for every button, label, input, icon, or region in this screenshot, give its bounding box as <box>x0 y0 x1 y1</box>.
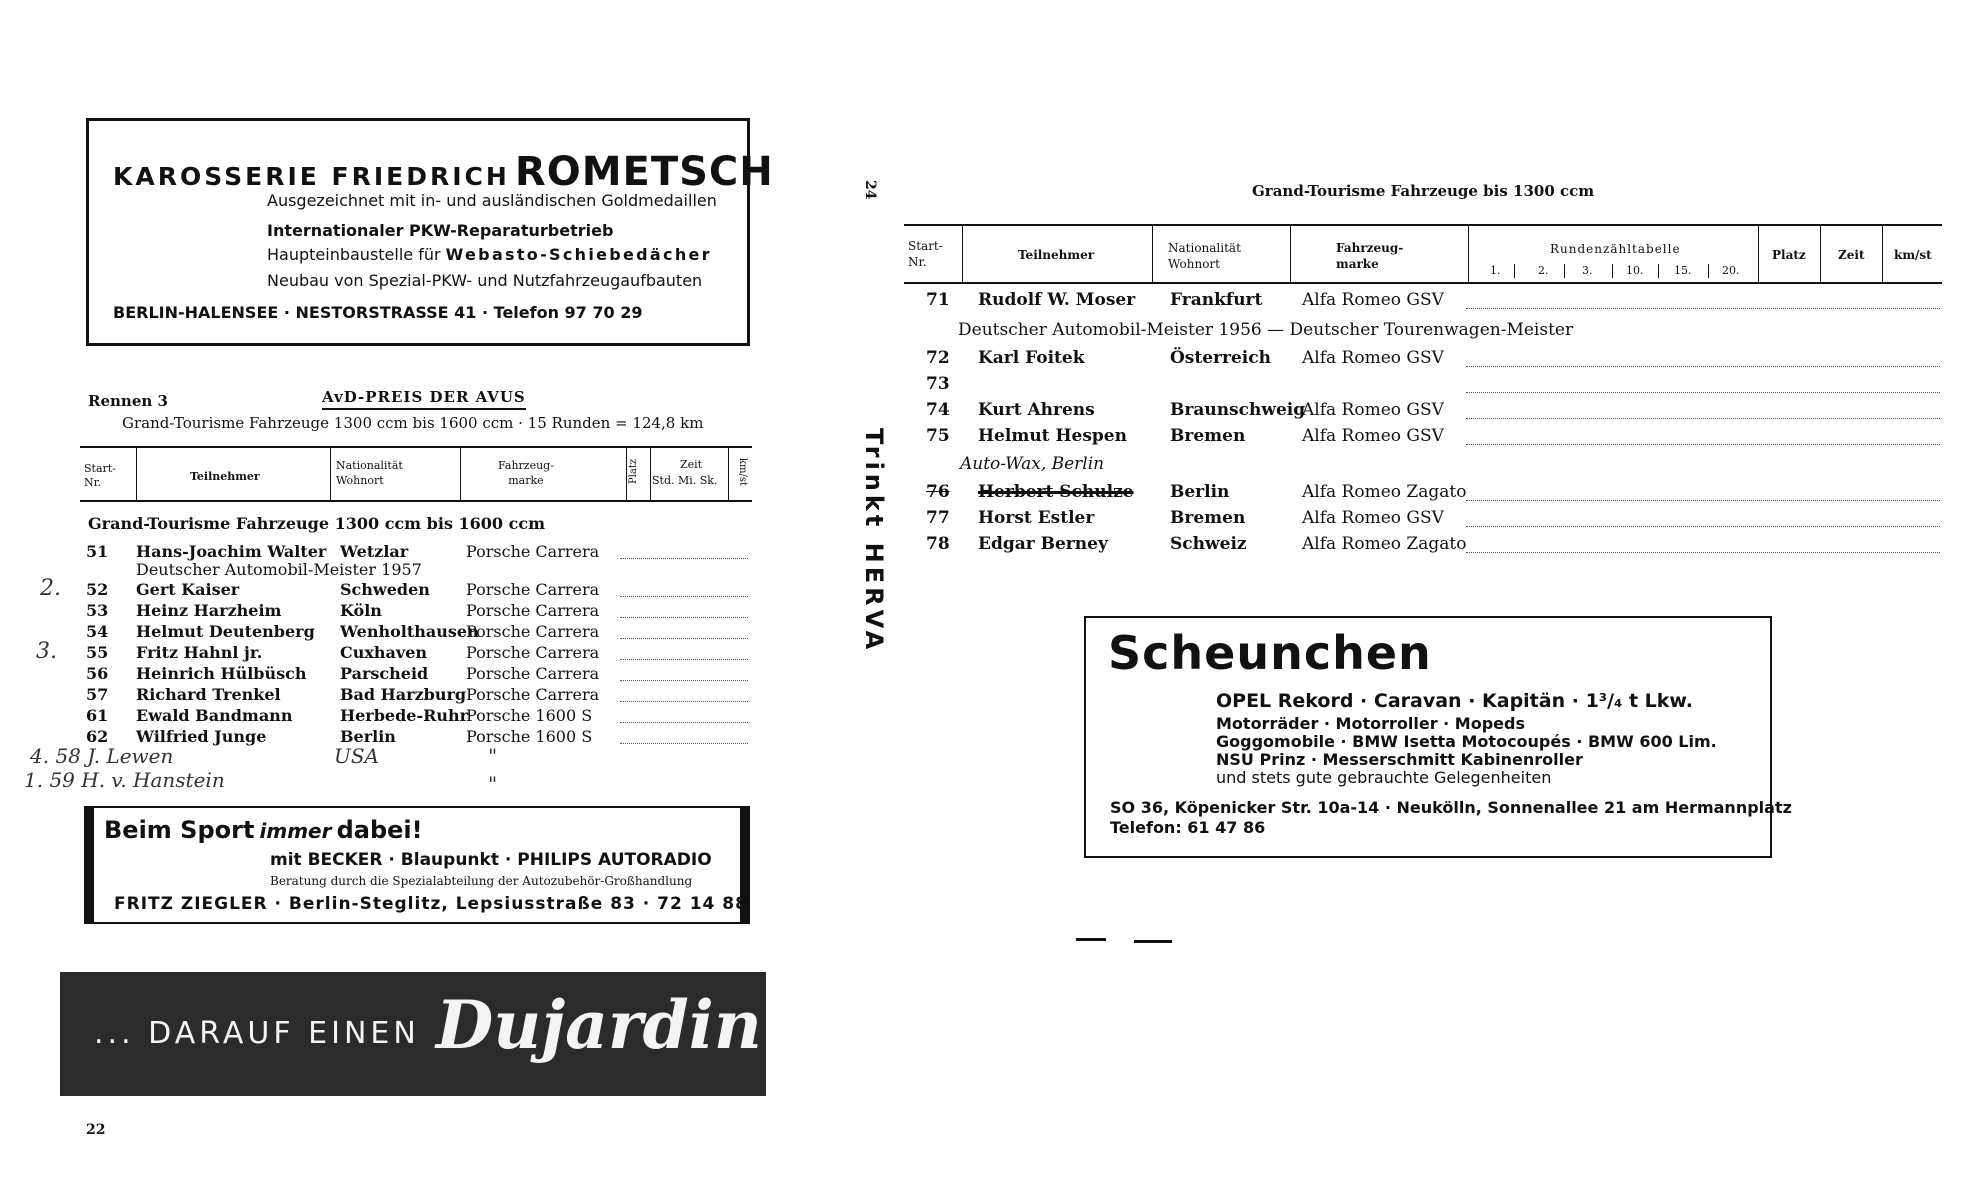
rometsch-line-2: Internationaler PKW-Reparaturbetrieb <box>267 221 614 240</box>
entry-ort: Cuxhaven <box>340 643 428 662</box>
entry-name: Horst Estler <box>978 508 1095 528</box>
runden-col: 2. <box>1538 264 1549 277</box>
entry-nr: 55 <box>86 643 109 662</box>
left-col-marke: Fahrzeug- marke <box>498 459 554 487</box>
entry-name: Gert Kaiser <box>136 580 240 599</box>
entry-ort: Berlin <box>1170 482 1230 502</box>
scheunchen-line-4: NSU Prinz · Messerschmitt Kabinenroller <box>1216 750 1583 769</box>
entry-nr: 52 <box>86 580 109 599</box>
handwritten-entry <box>30 744 498 768</box>
scheunchen-line-1: OPEL Rekord · Caravan · Kapitän · 1³/₄ t Lkw. <box>1216 690 1693 712</box>
entry-ort: Herbede-Ruhr <box>340 706 469 725</box>
entry-marke: Alfa Romeo GSV <box>1302 348 1444 368</box>
entry-ort: Frankfurt <box>1170 290 1263 310</box>
left-col-start: Start- Nr. <box>84 462 116 489</box>
runden-col: 3. <box>1582 264 1593 277</box>
runden-col: 15. <box>1674 264 1692 277</box>
race-subtitle: Grand-Tourisme Fahrzeuge 1300 ccm bis 1600 ccm · 15 Runden = 124,8 km <box>122 414 704 432</box>
right-col-kmst: km/st <box>1894 248 1932 262</box>
entry-name: Heinz Harzheim <box>136 601 282 620</box>
entry-ort: Bremen <box>1170 508 1246 528</box>
entry-marke: Porsche Carrera <box>466 685 600 704</box>
right-page-number: 24 <box>862 180 878 200</box>
scheunchen-brand: Scheunchen <box>1108 626 1432 680</box>
race-label: Rennen 3 <box>88 392 168 410</box>
entry-name: Herbert Schulze <box>978 482 1134 502</box>
entry-marke: Porsche Carrera <box>466 542 600 561</box>
rometsch-address: BERLIN-HALENSEE · NESTORSTRASSE 41 · Telefon 97 70 29 <box>113 303 643 322</box>
entry-nr: 74 <box>926 400 950 420</box>
scheunchen-line-6: SO 36, Köpenicker Str. 10a-14 · Neukölln, Sonnenallee 21 am Hermannplatz <box>1110 798 1792 817</box>
entry-name: Heinrich Hülbüsch <box>136 664 307 683</box>
left-col-platz: Platz <box>628 458 639 484</box>
scan-artifact <box>1076 938 1106 941</box>
race-title: AvD-PREIS DER AVUS <box>322 388 526 410</box>
entry-nr: 72 <box>926 348 950 368</box>
entry-nr: 76 <box>926 482 950 502</box>
becker-headline-c: dabei! <box>336 816 423 844</box>
entry-name: Fritz Hahnl jr. <box>136 643 263 662</box>
entry-nr: 71 <box>926 290 950 310</box>
left-col-nat: Nationalität Wohnort <box>336 459 403 487</box>
entry-marke: Alfa Romeo Zagato <box>1302 534 1467 554</box>
entry-ort: Bremen <box>1170 426 1246 446</box>
left-col-zeit: Zeit <box>680 458 703 471</box>
entry-marke: Alfa Romeo GSV <box>1302 508 1444 528</box>
entry-marke: Porsche Carrera <box>466 664 600 683</box>
left-col-teilnehmer: Teilnehmer <box>190 470 260 483</box>
entry-name: Hans-Joachim Walter <box>136 542 327 561</box>
entry-marke: Porsche Carrera <box>466 643 600 662</box>
handwritten-entry <box>24 768 498 796</box>
entry-marke: Porsche Carrera <box>466 601 600 620</box>
runden-col: 10. <box>1626 264 1644 277</box>
right-col-platz: Platz <box>1772 248 1806 262</box>
entry-marke: Alfa Romeo Zagato <box>1302 482 1467 502</box>
becker-line-2: Beratung durch die Spezialabteilung der Autozubehör-Großhandlung <box>270 874 693 888</box>
entry-nr: 56 <box>86 664 109 683</box>
entry-ort: Schweiz <box>1170 534 1247 554</box>
entry-name: Helmut Hespen <box>978 426 1127 446</box>
handwritten-ditto: " <box>488 744 498 768</box>
rometsch-prefix: KAROSSERIE FRIEDRICH <box>113 162 510 191</box>
right-col-marke: Fahrzeug- marke <box>1336 241 1404 271</box>
entry-note: Deutscher Automobil-Meister 1957 <box>136 560 422 579</box>
scan-artifact <box>1134 940 1172 943</box>
entry-name: Edgar Berney <box>978 534 1108 554</box>
entry-name: Rudolf W. Moser <box>978 290 1136 310</box>
entry-marke: Alfa Romeo GSV <box>1302 400 1444 420</box>
rometsch-line-1: Ausgezeichnet mit in- und ausländischen Goldmedaillen <box>267 191 717 210</box>
dujardin-text: ... DARAUF EINEN <box>94 1016 420 1051</box>
handwritten-extra: USA <box>334 744 379 768</box>
entry-marke: Porsche Carrera <box>466 580 600 599</box>
right-col-zeit: Zeit <box>1838 248 1865 262</box>
entry-ort: Wenholthausen <box>340 622 479 641</box>
entry-marke: Porsche 1600 S <box>466 706 593 725</box>
vertical-ad-herva: Trinkt HERVA <box>860 428 888 654</box>
runden-sub-row <box>1468 262 1758 282</box>
entry-name: Ewald Bandmann <box>136 706 293 725</box>
entry-nr: 61 <box>86 706 109 725</box>
entry-name: Wilfried Junge <box>136 727 267 746</box>
becker-headline-a: Beim Sport <box>104 816 255 844</box>
entry-ort: Schweden <box>340 580 430 599</box>
handwritten-ditto: " <box>488 772 498 796</box>
becker-ad <box>84 806 750 924</box>
runden-col: 1. <box>1490 264 1501 277</box>
handwritten-mark: 2. <box>40 576 61 601</box>
entry-nr: 75 <box>926 426 950 446</box>
rometsch-line-4: Webasto-Schiebedächer <box>445 245 712 264</box>
entry-name: Helmut Deutenberg <box>136 622 315 641</box>
right-col-runden: Rundenzähltabelle <box>1550 242 1681 256</box>
entry-nr: 51 <box>86 542 109 561</box>
left-page-number: 22 <box>86 1122 106 1138</box>
entry-nr: 57 <box>86 685 109 704</box>
rometsch-line-3: Haupteinbaustelle für <box>267 245 441 264</box>
handwritten-mark: 3. <box>36 639 57 664</box>
rometsch-name: ROMETSCH <box>514 149 774 195</box>
entry-ort: Berlin <box>340 727 396 746</box>
scheunchen-ad <box>1084 616 1792 858</box>
entry-nr: 73 <box>926 374 950 394</box>
left-class-title: Grand-Tourisme Fahrzeuge 1300 ccm bis 1600 ccm <box>88 514 546 533</box>
becker-line-1: mit BECKER · Blaupunkt · PHILIPS AUTORADIO <box>270 850 712 870</box>
entry-nr: 54 <box>86 622 109 641</box>
entry-ort: Parscheid <box>340 664 429 683</box>
dujardin-brand: Dujardin <box>436 986 762 1064</box>
becker-line-3: FRITZ ZIEGLER · Berlin-Steglitz, Lepsiusstraße 83 · 72 14 88 <box>114 894 748 914</box>
left-col-kmst: km/st <box>737 458 748 487</box>
entry-note: Deutscher Automobil-Meister 1956 — Deutscher Tourenwagen-Meister <box>958 320 1574 340</box>
entry-note: Auto-Wax, Berlin <box>960 454 1105 474</box>
becker-headline-b: immer <box>259 819 332 843</box>
entry-ort: Österreich <box>1170 348 1271 368</box>
entry-marke: Alfa Romeo GSV <box>1302 290 1444 310</box>
right-title: Grand-Tourisme Fahrzeuge bis 1300 ccm <box>1252 182 1595 200</box>
entry-name: Richard Trenkel <box>136 685 281 704</box>
scheunchen-line-2: Motorräder · Motorroller · Mopeds <box>1216 714 1525 733</box>
entry-nr: 53 <box>86 601 109 620</box>
right-col-nat: Nationalität Wohnort <box>1168 241 1241 271</box>
dujardin-ad <box>60 972 766 1096</box>
entry-ort: Bad Harzburg <box>340 685 467 704</box>
entry-marke: Porsche 1600 S <box>466 727 593 746</box>
handwritten-text: 4. 58 J. Lewen <box>30 744 174 768</box>
right-col-teilnehmer: Teilnehmer <box>1018 248 1095 262</box>
rometsch-ad <box>86 118 774 346</box>
entry-marke: Alfa Romeo GSV <box>1302 426 1444 446</box>
entry-name: Karl Foitek <box>978 348 1085 368</box>
scheunchen-line-3: Goggomobile · BMW Isetta Motocoupés · BMW 600 Lim. <box>1216 732 1717 751</box>
left-col-zeit-sub: Std. Mi. Sk. <box>652 474 718 487</box>
right-col-start: Start- Nr. <box>908 239 943 269</box>
rometsch-line-5: Neubau von Spezial-PKW- und Nutzfahrzeugaufbauten <box>267 271 703 290</box>
entry-ort: Braunschweig <box>1170 400 1306 420</box>
entry-nr: 77 <box>926 508 950 528</box>
entry-marke: Porsche Carrera <box>466 622 600 641</box>
entry-ort: Wetzlar <box>340 542 409 561</box>
entry-nr: 78 <box>926 534 950 554</box>
entry-nr: 62 <box>86 727 109 746</box>
runden-col: 20. <box>1722 264 1740 277</box>
entry-ort: Köln <box>340 601 382 620</box>
entry-name: Kurt Ahrens <box>978 400 1095 420</box>
scheunchen-line-5: und stets gute gebrauchte Gelegenheiten <box>1216 768 1552 787</box>
handwritten-text: 1. 59 H. v. Hanstein <box>24 768 225 792</box>
scheunchen-line-7: Telefon: 61 47 86 <box>1110 818 1266 837</box>
